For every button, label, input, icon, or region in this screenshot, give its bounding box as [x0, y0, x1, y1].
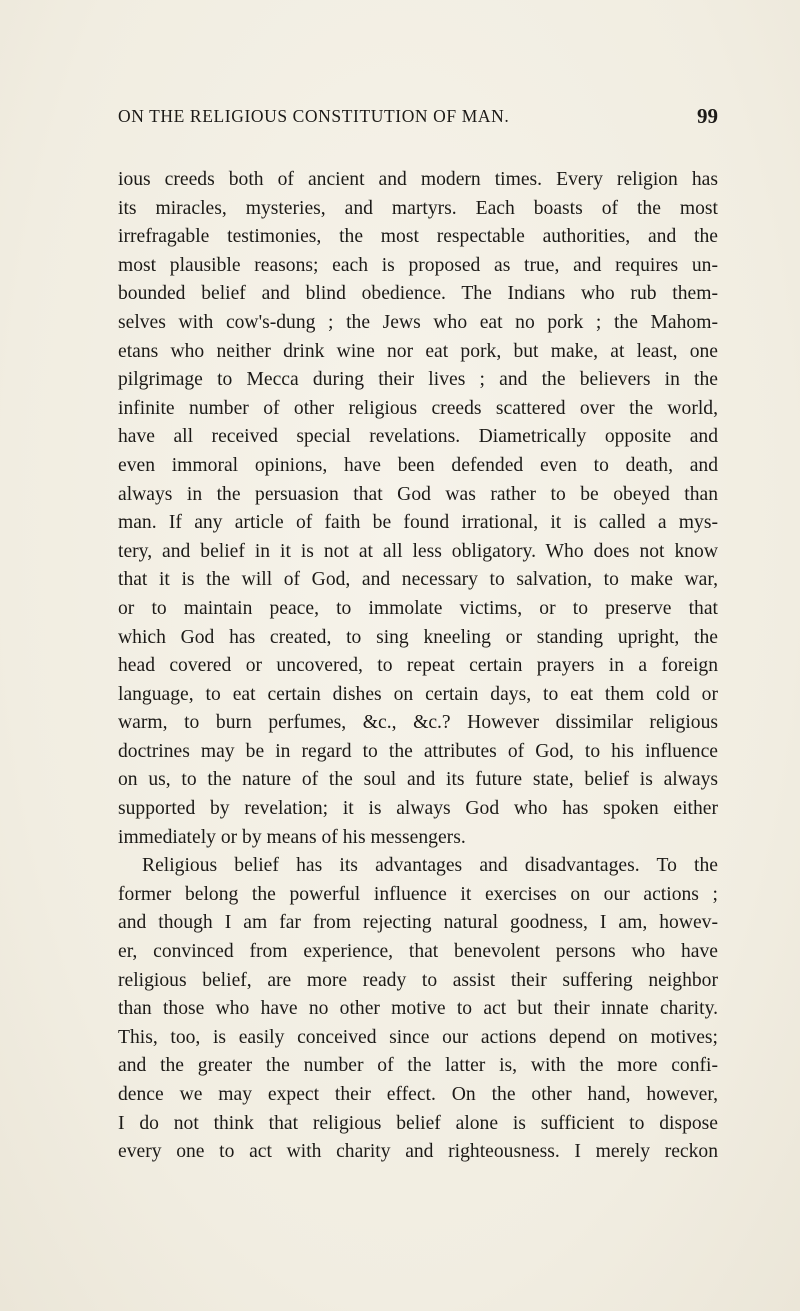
body-text [118, 166, 718, 1167]
text-line: er, convinced from experience, that benevolent persons who have [118, 941, 718, 963]
text-line: man. If any article of faith be found irrational, it is called a mys- [118, 512, 718, 534]
page-number: 99 [697, 104, 718, 128]
paragraph-start-line: Religious belief has its advantages and disadvantages. To the [142, 855, 718, 877]
text-line: religious belief, are more ready to assist their suffering neighbor [118, 969, 718, 991]
text-line: head covered or uncovered, to repeat certain prayers in a foreign [118, 655, 718, 677]
text-line: which God has created, to sing kneeling or standing upright, the [118, 626, 718, 648]
running-head [118, 106, 718, 130]
text-line: supported by revelation; it is always God who has spoken either [118, 798, 718, 820]
text-line: that it is the will of God, and necessary to salvation, to make war, [118, 569, 718, 591]
text-line: every one to act with charity and righteousness. I merely reckon [118, 1141, 718, 1163]
text-line: and though I am far from rejecting natural goodness, I am, howev- [118, 912, 718, 934]
text-line: than those who have no other motive to act but their innate charity. [118, 998, 718, 1020]
text-line: tery, and belief in it is not at all less obligatory. Who does not know [118, 540, 718, 562]
text-line: irrefragable testimonies, the most respectable authorities, and the [118, 226, 718, 248]
text-line: most plausible reasons; each is proposed as true, and requires un- [118, 254, 718, 276]
text-line: even immoral opinions, have been defended even to death, and [118, 454, 718, 476]
text-line: have all received special revelations. Diametrically opposite and [118, 426, 718, 448]
paragraph-end-line: immediately or by means of his messengers. [118, 826, 466, 848]
text-line: language, to eat certain dishes on certain days, to eat them cold or [118, 683, 718, 705]
text-line: dence we may expect their effect. On the other hand, however, [118, 1084, 718, 1105]
text-line: warm, to burn perfumes, &c., &c.? However dissimilar religious [118, 712, 718, 734]
text-line: always in the persuasion that God was rather to be obeyed than [118, 483, 718, 505]
text-line: doctrines may be in regard to the attributes of God, to his influence [118, 740, 718, 762]
text-line: and the greater the number of the latter is, with the more confi- [118, 1055, 718, 1077]
text-line: pilgrimage to Mecca during their lives ; and the believers in the [118, 369, 718, 391]
text-line: selves with cow's-dung ; the Jews who eat no pork ; the Mahom- [118, 311, 718, 333]
text-line: former belong the powerful influence it exercises on our actions ; [118, 883, 718, 905]
text-line: on us, to the nature of the soul and its future state, belief is always [118, 769, 718, 791]
text-line: This, too, is easily conceived since our actions depend on motives; [118, 1026, 718, 1048]
text-line: I do not think that religious belief alone is sufficient to dispose [118, 1112, 718, 1134]
text-line: ious creeds both of ancient and modern times. Every religion has [118, 169, 718, 190]
text-line: etans who neither drink wine nor eat pork, but make, at least, one [118, 340, 718, 362]
text-line: infinite number of other religious creeds scattered over the world, [118, 397, 718, 419]
text-line: bounded belief and blind obedience. The Indians who rub them- [118, 283, 718, 305]
text-line: or to maintain peace, to immolate victims, or to preserve that [118, 597, 718, 619]
running-title: ON THE RELIGIOUS CONSTITUTION OF MAN. [118, 106, 510, 126]
text-line: its miracles, mysteries, and martyrs. Each boasts of the most [118, 197, 718, 219]
